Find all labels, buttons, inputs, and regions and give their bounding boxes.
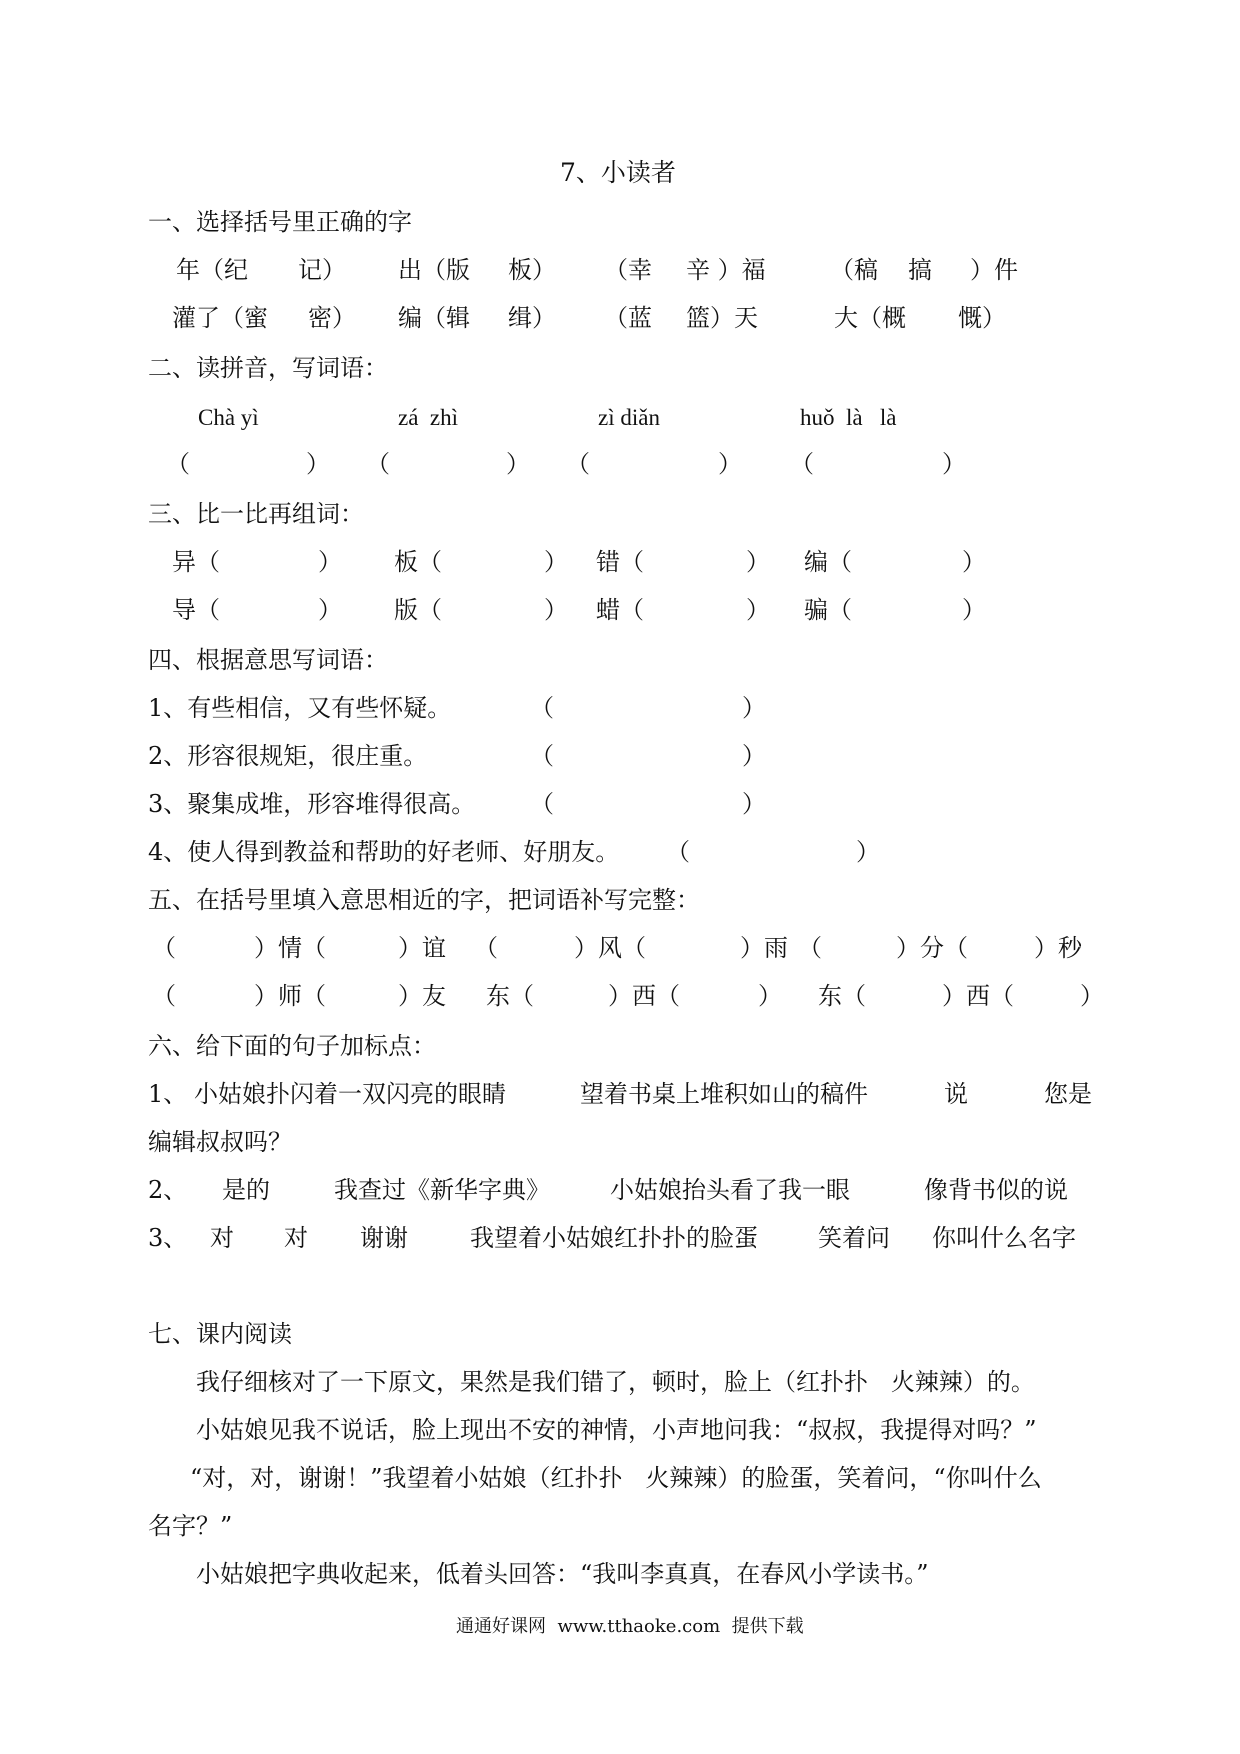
- section-2-heading: 二、读拼音，写词语：: [148, 354, 388, 382]
- s3-row2-item: ）: [746, 596, 770, 624]
- s3-row1-item: ）: [746, 548, 770, 576]
- s1-row2-item: 篮）天: [686, 304, 758, 332]
- s5-row2-item: 东（: [486, 982, 534, 1010]
- s5-row2-item: ）: [758, 982, 782, 1010]
- s1-row2-item: 密）: [308, 304, 356, 332]
- blank-paren: ）: [306, 450, 330, 478]
- s5-row1-item: （: [474, 934, 498, 962]
- s6-segment: 我查过《新华字典》: [334, 1176, 550, 1204]
- s6-segment: 编辑叔叔吗？: [148, 1128, 292, 1156]
- reading-paragraph: 小姑娘见我不说话，脸上现出不安的神情，小声地问我：“叔叔，我提得对吗？”: [196, 1416, 1037, 1444]
- s5-row1-item: ）秒: [1034, 934, 1082, 962]
- s1-row1-item: 板）: [508, 256, 556, 284]
- blank-paren: ）: [742, 790, 766, 818]
- s3-row2-item: 导（: [172, 596, 220, 624]
- s1-row1-item: （稿: [830, 256, 878, 284]
- blank-paren: （: [530, 790, 554, 818]
- s1-row1-item: （幸: [604, 256, 652, 284]
- s1-row2-item: 慨）: [958, 304, 1006, 332]
- blank-paren: （: [666, 838, 690, 866]
- s6-segment: 小姑娘抬头看了我一眼: [610, 1176, 850, 1204]
- s6-segment: 是的: [222, 1176, 270, 1204]
- s3-row1-item: ）: [318, 548, 342, 576]
- s5-row1-item: ）雨: [740, 934, 788, 962]
- reading-paragraph: 我仔细核对了一下原文，果然是我们错了，顿时，脸上（红扑扑 火辣辣）的。: [196, 1368, 1035, 1396]
- pinyin-item: huǒ là là: [800, 405, 897, 430]
- page-footer: 通通好课网 www.tthaoke.com 提供下载: [456, 1616, 804, 1637]
- blank-paren: ）: [742, 694, 766, 722]
- s4-item: 2、形容很规矩，很庄重。: [148, 742, 428, 770]
- reading-paragraph: 小姑娘把字典收起来，低着头回答：“我叫李真真，在春风小学读书。”: [196, 1560, 929, 1588]
- s3-row2-item: ）: [544, 596, 568, 624]
- pinyin-item: zá zhì: [398, 405, 459, 430]
- s5-row1-item: ）分（: [896, 934, 968, 962]
- reading-paragraph: 名字？”: [148, 1512, 233, 1540]
- s3-row2-item: 蜡（: [596, 596, 644, 624]
- blank-paren: ）: [942, 450, 966, 478]
- s6-segment: 对: [210, 1224, 234, 1252]
- blank-paren: ）: [742, 742, 766, 770]
- s5-row1-item: ）谊: [398, 934, 446, 962]
- s1-row1-item: 记）: [298, 256, 346, 284]
- s6-segment: 说: [944, 1080, 968, 1108]
- blank-paren: （: [366, 450, 390, 478]
- s5-row2-item: ）西（: [942, 982, 1014, 1010]
- s1-row1-item: 辛 ）福: [686, 256, 766, 284]
- section-5-heading: 五、在括号里填入意思相近的字，把词语补写完整：: [148, 886, 700, 914]
- blank-paren: （: [530, 694, 554, 722]
- s6-segment: 3、: [148, 1224, 188, 1252]
- s3-row1-item: 错（: [596, 548, 644, 576]
- s5-row2-item: ）西（: [608, 982, 680, 1010]
- s6-segment: 小姑娘扑闪着一双闪亮的眼睛: [194, 1080, 506, 1108]
- blank-paren: （: [566, 450, 590, 478]
- blank-paren: ）: [506, 450, 530, 478]
- s5-row1-item: （: [152, 934, 176, 962]
- section-3-heading: 三、比一比再组词：: [148, 500, 364, 528]
- s3-row1-item: 板（: [394, 548, 442, 576]
- s6-segment: 你叫什么名字: [932, 1224, 1076, 1252]
- s1-row2-item: 大（概: [834, 304, 906, 332]
- s6-segment: 笑着问: [818, 1224, 890, 1252]
- s4-item: 4、使人得到教益和帮助的好老师、好朋友。: [148, 838, 620, 866]
- s6-segment: 谢谢: [360, 1224, 408, 1252]
- s1-row1-item: 搞: [908, 256, 932, 284]
- s3-row2-item: 骗（: [804, 596, 852, 624]
- s3-row1-item: ）: [544, 548, 568, 576]
- s6-segment: 1、: [148, 1080, 188, 1108]
- s5-row1-item: （: [798, 934, 822, 962]
- s3-row2-item: ）: [318, 596, 342, 624]
- s6-segment: 望着书桌上堆积如山的稿件: [580, 1080, 868, 1108]
- blank-paren: （: [166, 450, 190, 478]
- s1-row2-item: 灌了（蜜: [172, 304, 268, 332]
- s6-segment: 对: [284, 1224, 308, 1252]
- s4-item: 1、有些相信，又有些怀疑。: [148, 694, 452, 722]
- s5-row2-item: ）友: [398, 982, 446, 1010]
- s3-row1-item: 异（: [172, 548, 220, 576]
- s6-segment: 您是: [1044, 1080, 1092, 1108]
- s1-row2-item: 编（辑: [398, 304, 470, 332]
- s3-row2-item: 版（: [394, 596, 442, 624]
- s4-item: 3、聚集成堆，形容堆得很高。: [148, 790, 476, 818]
- s3-row2-item: ）: [962, 596, 986, 624]
- s5-row1-item: ）风（: [574, 934, 646, 962]
- blank-paren: ）: [718, 450, 742, 478]
- s5-row2-item: ）: [1080, 982, 1104, 1010]
- s3-row1-item: 编（: [804, 548, 852, 576]
- s5-row2-item: （: [152, 982, 176, 1010]
- s5-row1-item: ）情（: [254, 934, 326, 962]
- s5-row2-item: 东（: [818, 982, 866, 1010]
- s6-segment: 像背书似的说: [924, 1176, 1068, 1204]
- section-4-heading: 四、根据意思写词语：: [148, 646, 388, 674]
- s1-row1-item: 年（纪: [176, 256, 248, 284]
- blank-paren: （: [530, 742, 554, 770]
- pinyin-item: zì diǎn: [598, 405, 660, 430]
- s1-row1-item: ）件: [970, 256, 1018, 284]
- s1-row2-item: （蓝: [604, 304, 652, 332]
- s3-row1-item: ）: [962, 548, 986, 576]
- reading-paragraph: “对，对，谢谢！”我望着小姑娘（红扑扑 火辣辣）的脸蛋，笑着问，“你叫什么: [190, 1464, 1042, 1492]
- s6-segment: 2、: [148, 1176, 188, 1204]
- s6-segment: 我望着小姑娘红扑扑的脸蛋: [470, 1224, 758, 1252]
- s1-row2-item: 缉）: [508, 304, 556, 332]
- page-title: 7、小读者: [560, 158, 676, 187]
- blank-paren: （: [790, 450, 814, 478]
- s1-row1-item: 出（版: [398, 256, 470, 284]
- section-7-heading: 七、课内阅读: [148, 1320, 292, 1348]
- section-6-heading: 六、给下面的句子加标点：: [148, 1032, 436, 1060]
- s5-row2-item: ）师（: [254, 982, 326, 1010]
- blank-paren: ）: [856, 838, 880, 866]
- section-1-heading: 一、选择括号里正确的字: [148, 208, 412, 236]
- pinyin-item: Chà yì: [198, 405, 259, 430]
